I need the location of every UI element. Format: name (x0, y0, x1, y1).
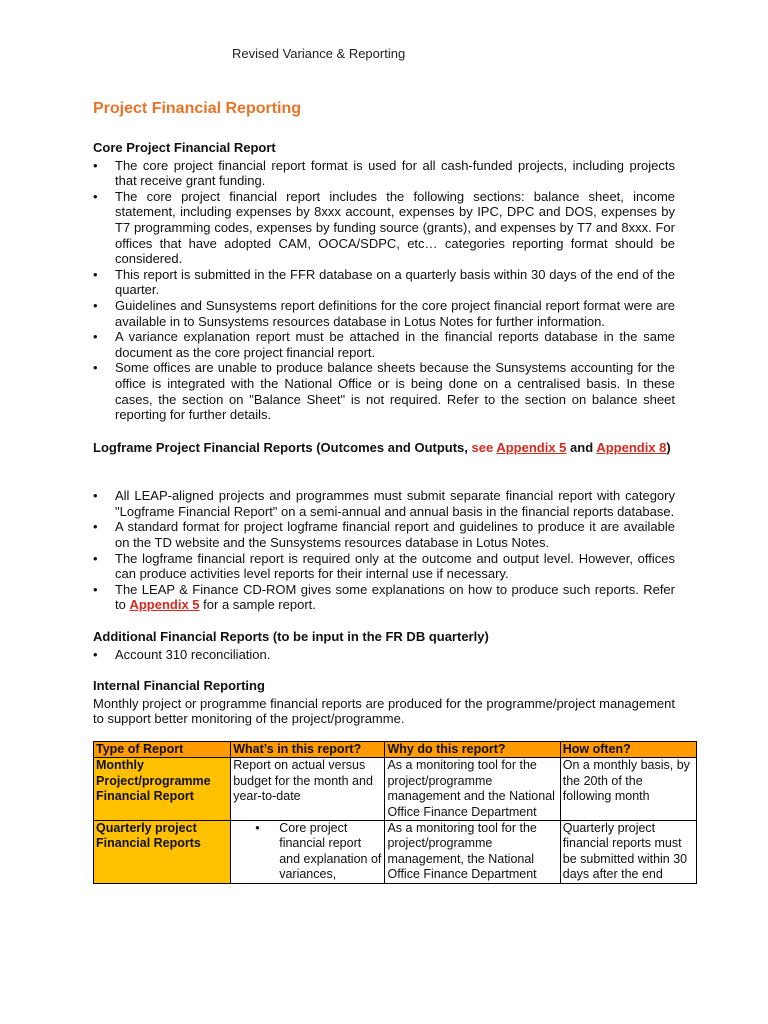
row1-what: Report on actual versus budget for the month and year-to-date (231, 758, 385, 821)
appendix-8-link[interactable]: Appendix 8 (596, 439, 667, 455)
document-body (93, 140, 690, 884)
logframe-heading-text: Logframe Project Financial Reports (Outcomes and Outputs, (93, 439, 472, 455)
row2-what (231, 821, 385, 884)
list-item: • A variance explanation report must be attached in the financial reports database in the same document as the core project financial report. (93, 329, 675, 360)
row1-why: As a monitoring tool for the project/programme management and the National Office Finance Department (385, 758, 560, 821)
list-item: • The core project financial report includes the following sections: balance sheet, income statement, including expenses by 8xxx account, expenses by IPC, DPC and DOS, expenses by T7 programming codes, expenses by funding source (grants), and expenses by T7 and 8xxx. For offices that have adopted CAM, OOCA/SDPC, etc… categories reporting format should be considered. (93, 189, 675, 267)
table-row (94, 821, 697, 884)
table-row (94, 758, 697, 821)
list-item: • Guidelines and Sunsystems report definitions for the core project financial report format were are available in to Sunsystems resources database in Lotus Notes for further information. (93, 298, 675, 329)
logframe-bullet-list (93, 488, 675, 613)
list-item: • All LEAP-aligned projects and programmes must submit separate financial report with category "Logframe Financial Report" on a semi-annual and annual basis in the financial reports database. (93, 488, 675, 519)
internal-heading: Internal Financial Reporting (93, 678, 265, 694)
list-item: • A standard format for project logframe financial report and guidelines to produce it are available on the TD website and the Sunsystems resources database in Lotus Notes. (93, 519, 675, 550)
see-text: see (471, 439, 494, 455)
row1-type: Monthly Project/programme Financial Report (94, 758, 231, 821)
list-item: • Core project financial report and explanation of variances, (255, 821, 382, 883)
core-bullet-list (93, 158, 675, 423)
internal-paragraph: Monthly project or programme financial reports are produced for the programme/project management to support better monitoring of the project/programme. (93, 695, 675, 727)
list-item: • This report is submitted in the FFR database on a quarterly basis within 30 days of the end of the quarter. (93, 267, 675, 298)
list-item: • The logframe financial report is required only at the outcome and output level. However, offices can produce activities level reports for their internal use if necessary. (93, 551, 675, 582)
additional-heading: Additional Financial Reports (to be input in the FR DB quarterly) (93, 629, 489, 645)
table-header-row (94, 742, 697, 758)
header-why: Why do this report? (385, 742, 560, 758)
appendix-5-sample-link[interactable]: Appendix 5 (129, 597, 200, 613)
report-table (93, 741, 697, 884)
leap-bullet-tail: for a sample report. (199, 597, 316, 613)
and-text: and (570, 439, 594, 455)
close-paren: ) (666, 439, 671, 455)
row2-type: Quarterly project Financial Reports (94, 821, 231, 884)
core-heading: Core Project Financial Report (93, 140, 276, 155)
header-what: What’s in this report? (231, 742, 385, 758)
header-type: Type of Report (94, 742, 231, 758)
row2-what-list (233, 821, 382, 883)
list-item: • The core project financial report format is used for all cash-funded projects, including projects that receive grant funding. (93, 158, 675, 189)
header-how: How often? (560, 742, 696, 758)
list-item: • Account 310 reconciliation. (93, 647, 675, 663)
row2-how: Quarterly project financial reports must be submitted within 30 days after the end (560, 821, 696, 884)
additional-bullet-list (93, 647, 675, 663)
appendix-5-link[interactable]: Appendix 5 (496, 439, 567, 455)
list-item: • Some offices are unable to produce balance sheets because the Sunsystems accounting for the office is integrated with the National Office or is being done on a centralised basis. In these cases, the section on "Balance Sheet" is not required. Refer to the section on balance sheet reporting for further details. (93, 360, 675, 422)
leap-bullet-text: The LEAP & Finance CD-ROM gives some explanations on how to produce such reports. Refer to (115, 581, 675, 613)
page-title: Project Financial Reporting (93, 100, 302, 117)
list-item (93, 582, 675, 613)
row2-why: As a monitoring tool for the project/programme management, the National Office Finance Department (385, 821, 560, 884)
logframe-heading (93, 440, 675, 456)
row1-how: On a monthly basis, by the 20th of the following month (560, 758, 696, 821)
page-header: Revised Variance & Reporting (232, 46, 406, 61)
